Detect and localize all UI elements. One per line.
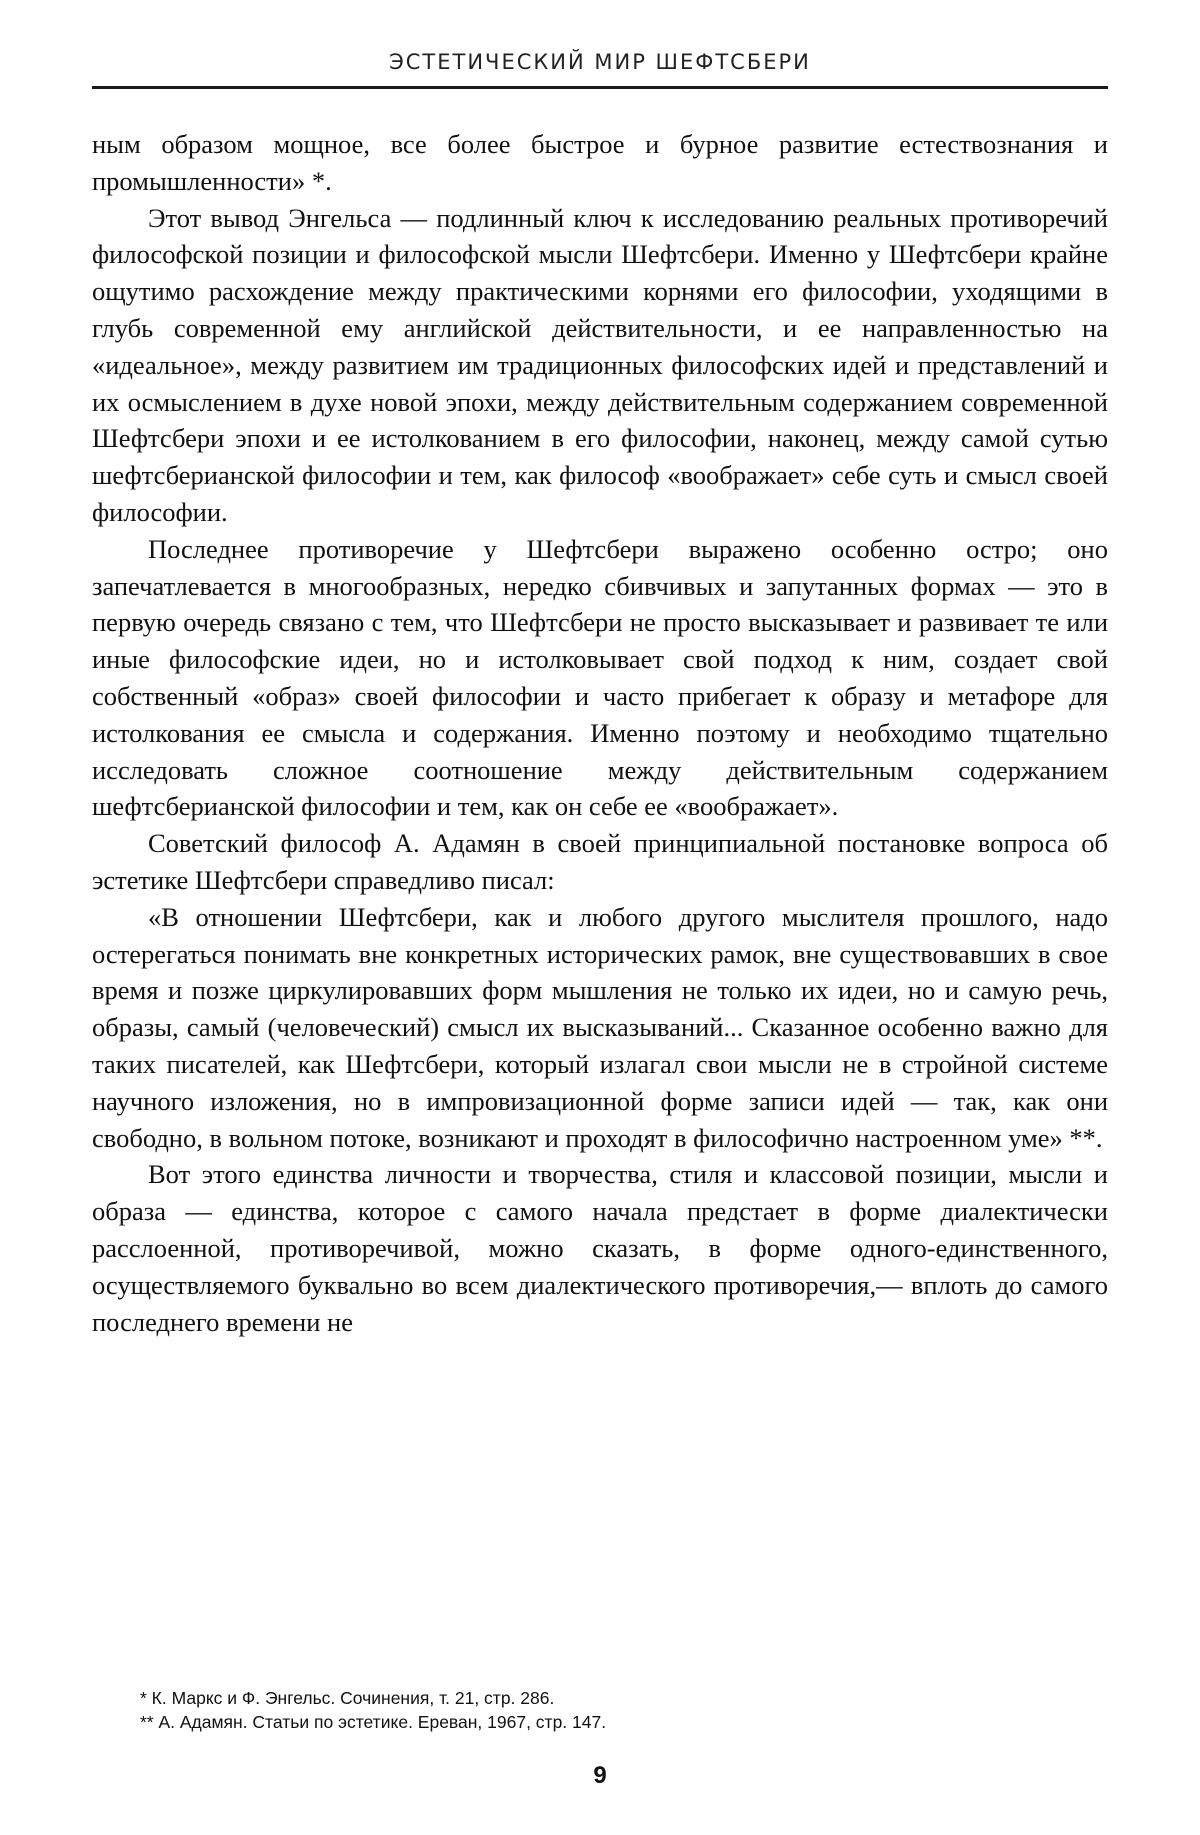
paragraph-continuation: ным образом мощное, все более быстрое и бурное развитие естествознания и промышленности» *. [92, 129, 1108, 196]
paragraph: Вот этого единства личности и творчества, стиля и классовой позиции, мысли и образа — единства, которое с самого начала предстает в форме диалектически расслоенной, противоречивой, можно сказать, в форме одного-единственного, осуществляемого буквально во всем диалектического противоречия,— вплоть до самого последнего времени не [92, 1159, 1108, 1337]
header-rule [92, 86, 1108, 89]
paragraph: Этот вывод Энгельса — подлинный ключ к исследованию реальных противоречий философской позиции и философской мысли Шефтсбери. Именно у Шефтсбери крайне ощутимо расхождение между практическими корнями его философии, уходящими в глубь современной ему английской действительности, и ее направленностью на «идеальное», между развитием им традиционных философских идей и представлений и их осмыслением в духе новой эпохи, между действительным содержанием современной Шефтсбери эпохи и ее истолкованием в его философии, наконец, между самой сутью шефтсберианской философии и тем, как философ «воображает» себе суть и смысл своей философии. [92, 202, 1108, 527]
body-text [92, 126, 1108, 1340]
footnotes [140, 1686, 1100, 1734]
paragraph: Советский философ А. Адамян в своей принципиальной постановке вопроса об эстетике Шефтсбери справедливо писал: [92, 828, 1108, 895]
footnote: ** А. Адамян. Статьи по эстетике. Ереван, 1967, стр. 147. [140, 1712, 607, 1732]
quotation-paragraph: «В отношении Шефтсбери, как и любого другого мыслителя прошлого, надо остерегаться понимать вне конкретных исторических рамок, вне существовавших в свое время и позже циркулировавших форм мышления не только их идеи, но и самую речь, образы, самый (человеческий) смысл их высказываний... Сказанное особенно важно для таких писателей, как Шефтсбери, который излагал свои мысли не в стройной системе научного изложения, но в импровизационной форме записи идей — так, как они свободно, в вольном потоке, возникают и проходят в философично настроенном уме» **. [92, 901, 1108, 1153]
running-head: ЭСТЕТИЧЕСКИЙ МИР ШЕФТСБЕРИ [389, 50, 811, 74]
paragraph: Последнее противоречие у Шефтсбери выражено особенно остро; оно запечатлевается в многообразных, нередко сбивчивых и запутанных формах — это в первую очередь связано с тем, что Шефтсбери не просто высказывает и развивает те или иные философские идеи, но и истолковывает свой подход к ним, создает свой собственный «образ» своей философии и часто прибегает к образу и метафоре для истолкования ее смысла и содержания. Именно поэтому и необходимо тщательно исследовать сложное соотношение между действительным содержанием шефтсберианской философии и тем, как он себе ее «воображает». [92, 533, 1108, 822]
page-number: 9 [593, 1762, 607, 1789]
footnote: * К. Маркс и Ф. Энгельс. Сочинения, т. 21, стр. 286. [140, 1688, 555, 1708]
